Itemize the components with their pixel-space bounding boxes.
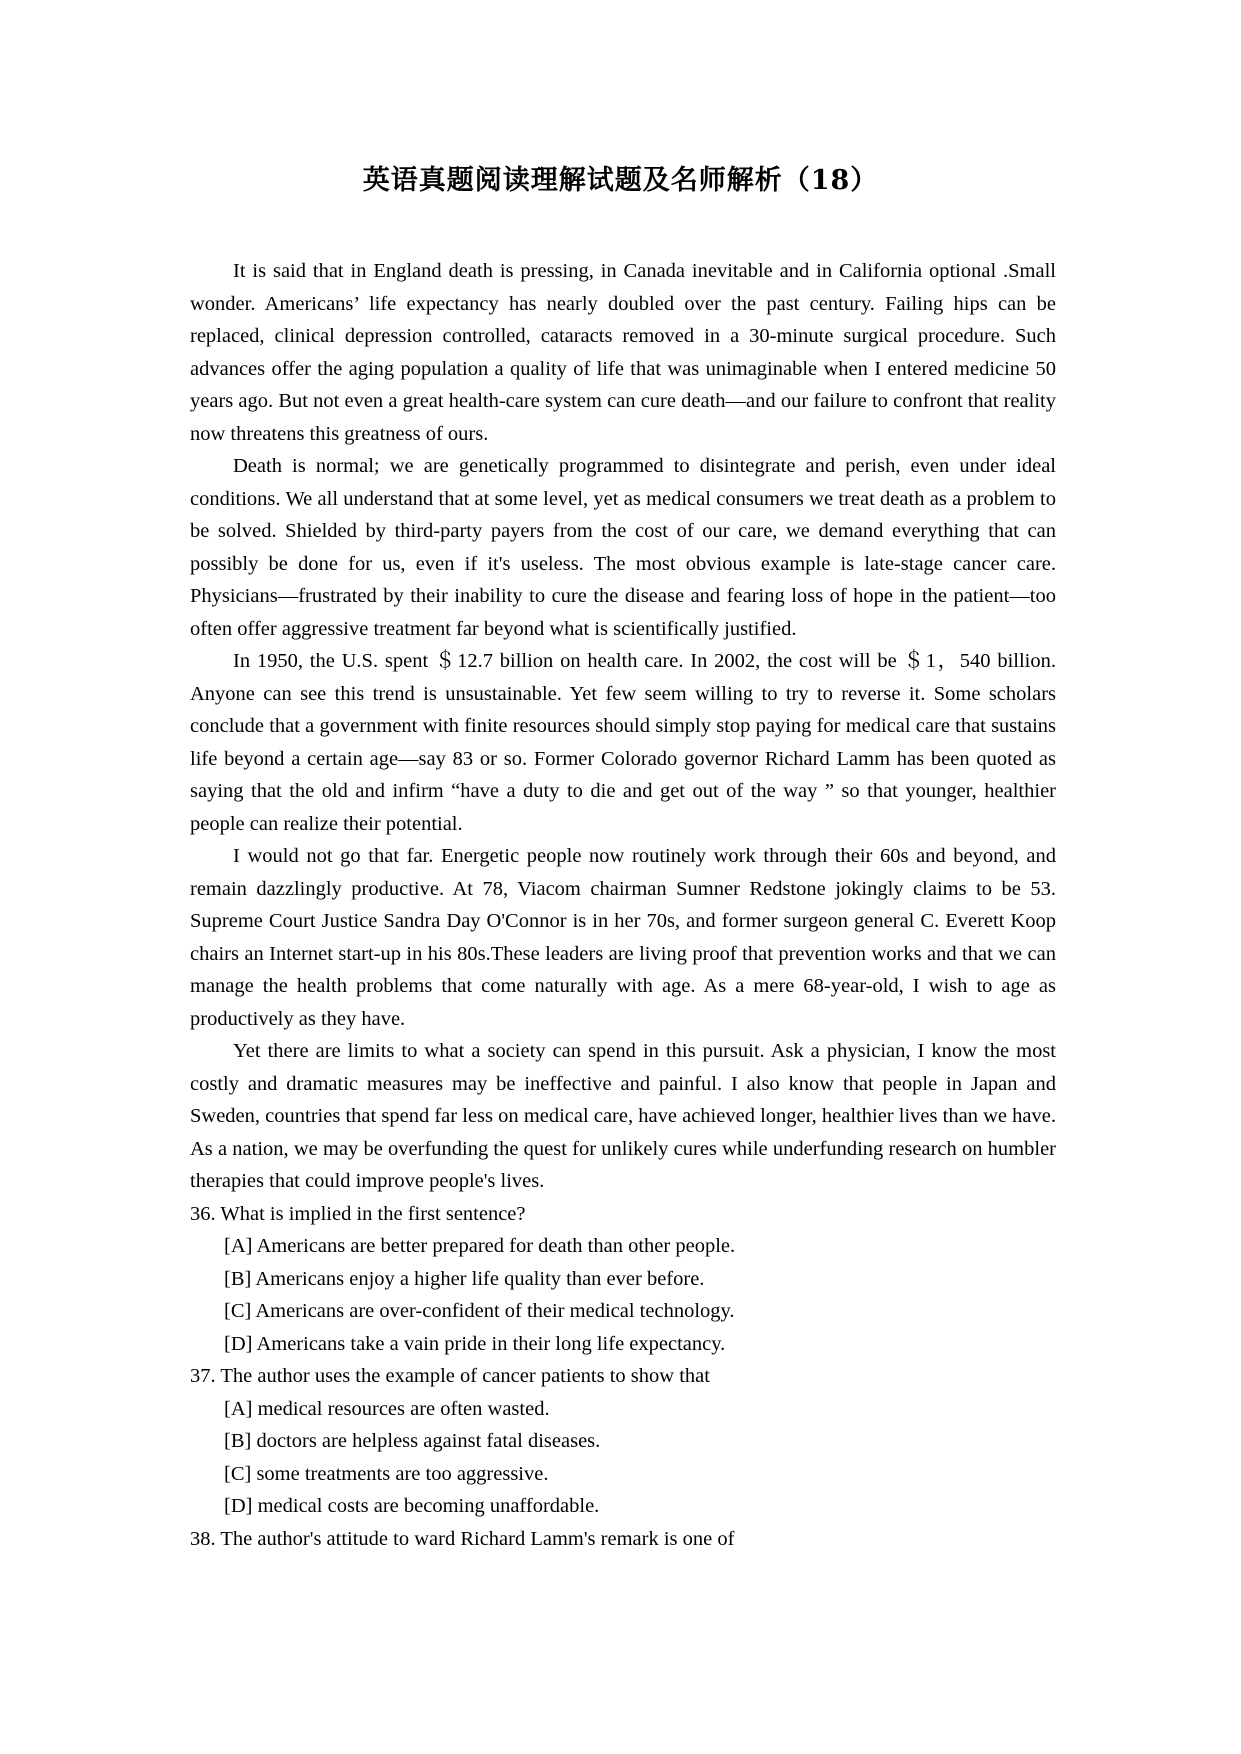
question-37-stem: 37. The author uses the example of cancer patients to show that [190,1365,710,1387]
question-36-option-a: [A] Americans are better prepared for death than other people. [224,1235,736,1257]
question-37-option-b: [B] doctors are helpless against fatal diseases. [224,1430,601,1452]
passage-paragraph-3: In 1950, the U.S. spent ＄12.7 billion on health care. In 2002, the cost will be ＄1，540 billion. Anyone can see this trend is unsustainable. Yet few seem willing to try to reverse it. Some scholars conclude that a government with finite resources should simply stop paying for medical care that sustains life beyond a certain age—say 83 or so. Former Colorado governor Richard Lamm has been quoted as saying that the old and infirm “have a duty to die and get out of the way ” so that younger, healthier people can realize their potential. [190,650,1056,835]
passage-paragraph-1: It is said that in England death is pressing, in Canada inevitable and in California optional .Small wonder. Americans’ life expectancy has nearly doubled over the past century. Failing hips can be replaced, clinical depression controlled, cataracts removed in a 30-minute surgical procedure. Such advances offer the aging population a quality of life that was unimaginable when I entered medicine 50 years ago. But not even a great health-care system can cure death—and our failure to confront that reality now threatens this greatness of ours. [190,260,1056,445]
question-37-option-c: [C] some treatments are too aggressive. [224,1462,549,1485]
question-36-option-c: [C] Americans are over-confident of their medical technology. [224,1300,735,1322]
question-38-stem: 38. The author's attitude to ward Richard Lamm's remark is one of [190,1527,735,1550]
question-37-option-a: [A] medical resources are often wasted. [224,1397,550,1420]
document-content [190,255,1056,1555]
passage-paragraph-5: Yet there are limits to what a society can spend in this pursuit. Ask a physician, I know the most costly and dramatic measures may be ineffective and painful. I also know that people in Japan and Sweden, countries that spend far less on medical care, have achieved longer, healthier lives than we have. As a nation, we may be overfunding the quest for unlikely cures while underfunding research on humbler therapies that could improve people's lives. [190,1040,1056,1192]
page-title: 英语真题阅读理解试题及名师解析（18） [362,165,879,196]
passage-paragraph-4: I would not go that far. Energetic people now routinely work through their 60s and beyond, and remain dazzlingly productive. At 78, Viacom chairman Sumner Redstone jokingly claims to be 53. Supreme Court Justice Sandra Day O'Connor is in her 70s, and former surgeon general C. Everett Koop chairs an Internet start-up in his 80s.These leaders are living proof that prevention works and that we can manage the health problems that come naturally with age. As a mere 68-year-old, I wish to age as productively as they have. [190,845,1056,1030]
question-36-option-d: [D] Americans take a vain pride in their long life expectancy. [224,1332,726,1355]
question-36-stem: 36. What is implied in the first sentence? [190,1202,526,1225]
passage-paragraph-2: Death is normal; we are genetically programmed to disintegrate and perish, even under ideal conditions. We all understand that at some level, yet as medical consumers we treat death as a problem to be solved. Shielded by third-party payers from the cost of our care, we demand everything that can possibly be done for us, even if it's useless. The most obvious example is late-stage cancer care. Physicians—frustrated by their inability to cure the disease and fearing loss of hope in the patient—too often offer aggressive treatment far beyond what is scientifically justified. [190,455,1056,640]
question-36-option-b: [B] Americans enjoy a higher life quality than ever before. [224,1267,705,1290]
question-37-option-d: [D] medical costs are becoming unaffordable. [224,1495,600,1517]
